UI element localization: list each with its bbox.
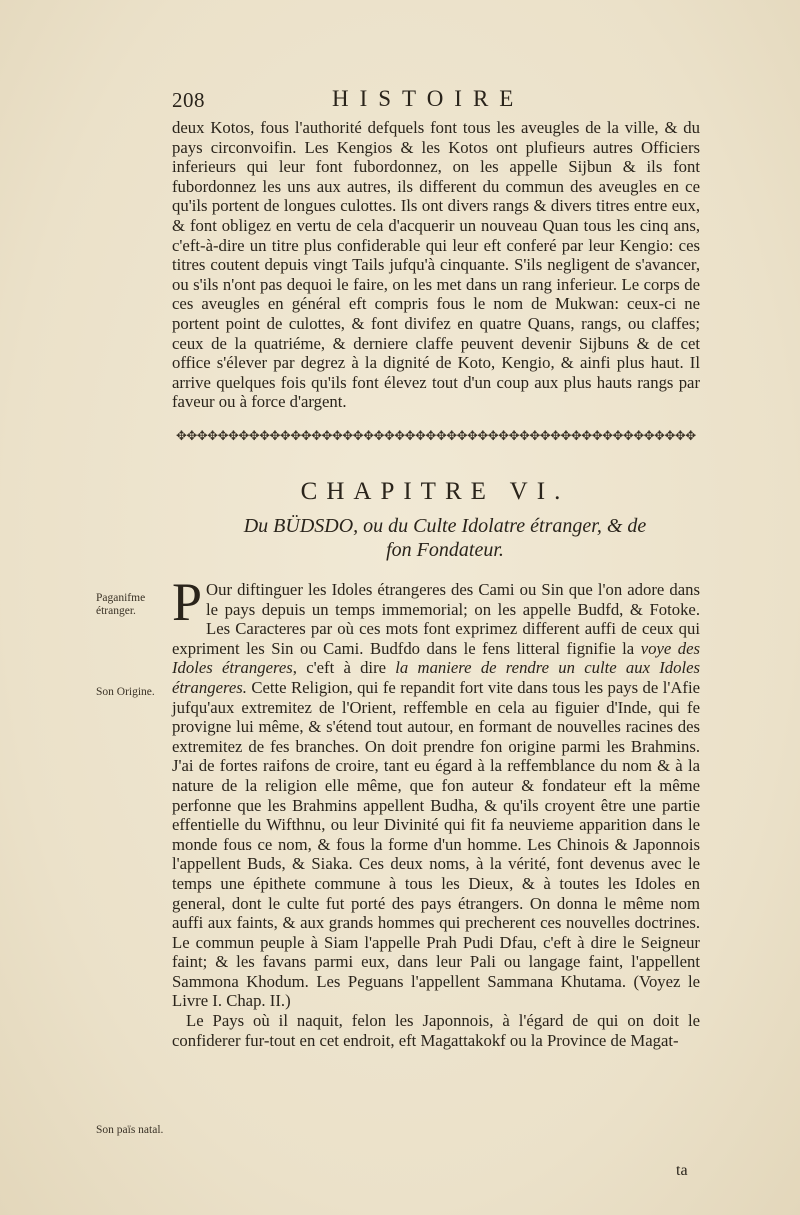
margin-note-pais-natal: Son païs natal. [96, 1124, 164, 1136]
running-head: HISTOIRE [332, 86, 525, 111]
chapter-body [172, 572, 701, 1050]
italic-phrase-voye: voye des Idoles étrangeres [172, 638, 700, 678]
chapter-heading: CHAPITRE VI. [300, 478, 570, 505]
paragraph-1-text-b: , c'eft à dire [292, 658, 387, 678]
drop-cap: P [172, 572, 203, 632]
chapter-subtitle-line1: Du BÜDSDO, ou du Culte Idolatre étranger, & de [243, 515, 647, 537]
margin-note-origine: Son Origine. [96, 686, 155, 698]
chapter-subtitle [190, 514, 700, 562]
paragraph-1-text-c: Cette Religion, qui fe repandit fort vite dans tous les pays de l'Afie jufqu'aux extremitez de l'Orient, reffemble en cela au figuier d'Inde, qui fe provigne lui même, & s'étend tout autour, en formant de nouvelles racines des extremitez de fes branches. On doit prendre fon origine parmi les Brahmins. J'ai de fortes raifons de croire, tant eu égard à la reffemblance du nom & à la nature de la religion elle même, que fon auteur & fondateur eft la même perfonne que les Brahmins appellent Budha, & qu'ils croyent être une partie effentielle du Wifthnu, ou leur Divinité qui fit fa neuvieme apparition dans le monde fous ce nom, & fous la forme d'un homme. Les Chinois & Japonnois l'appellent Buds, & Siaka. Ces deux noms, à la vérité, font devenus avec le temps une épithete commune à tous les Dieux, & à toutes les Idoles en general, dont le culte fut porté des pays étrangers. On donna le même nom auffi aux faints, & aux grands hommes qui precherent ces nouvelles doctrines. Le commun peuple à Siam l'appelle Prah Pudi Dfau, c'eft à dire le Seigneur faint; & les favans parmi eux, dans leur Pali ou langage faint, l'appellent Sammona Khodum. Les Peguans l'appellent Sammana Khutama. (Voyez le Livre I. Chap. II.) [172, 677, 701, 1011]
ornamental-divider: ✥✥✥✥✥✥✥✥✥✥✥✥✥✥✥✥✥✥✥✥✥✥✥✥✥✥✥✥✥✥✥✥✥✥✥✥✥✥✥✥✥✥✥✥✥✥✥✥✥✥ [176, 428, 696, 443]
paragraph-continuation: deux Kotos, fous l'authorité defquels font tous les aveugles de la ville, & du pays circonvoifin. Les Kengios & les Kotos ont plufieurs autres Officiers inferieurs qui leur font fubordonnez, on les appelle Sijbun & ils font fubordonnez les uns aux autres, ils different du commun des aveugles en ce qu'ils portent de longues culottes. Ils ont divers rangs & divers titres entre eux, & font obligez en vertu de cela d'acquerir un nouveau Quan tous les cinq ans, c'eft-à-dire un titre plus confiderable qui leur eft conferé par leur Kengio: ces titres coutent depuis vingt Tails jufqu'à cinquante. S'ils negligent de s'avancer, ou s'ils n'ont pas dequoi le faire, on les met dans un rang inferieur. Le corps de ces aveugles en général eft compris fous le nom de Mukwan: ceux-ci ne portent point de culottes, & font divifez en quatre Quans, rangs, ou claffes; ceux de la quatriéme, & derniere claffe peuvent devenir Sijbuns & de cet office s'élever par degrez à la dignité de Koto, Kengio, & ainfi plus haut. Il arrive quelques fois qu'ils font élevez tout d'un coup aux plus hauts rangs par faveur ou à force d'argent. [172, 118, 700, 412]
italic-phrase-maniere: la maniere de rendre un culte aux Idoles étrangeres. [172, 658, 701, 697]
chapter-subtitle-line2: fon Fondateur. [386, 539, 504, 561]
catchword: ta [676, 1162, 688, 1179]
paragraph-1-text-a: Our diftinguer les Idoles étrangeres des Cami ou Sin que l'on adore dans le pays depuis un temps immemorial; on les appelle Budfd, & Fotoke. Les Caracteres par où ces mots font exprimez different auffi de ceux qui expriment les Sin ou Cami. Budfdo dans le fens litteral fignifie la [172, 580, 700, 658]
margin-note-paganisme: Paganifme étranger. [96, 592, 146, 617]
paragraph-2: Le Pays où il naquit, felon les Japonnois, à l'égard de qui on doit le confiderer fur-tout en cet endroit, eft Magattakokf ou la Province de Magat- [172, 1011, 700, 1050]
paragraph-1 [172, 572, 701, 1011]
page-number: 208 [172, 88, 205, 112]
